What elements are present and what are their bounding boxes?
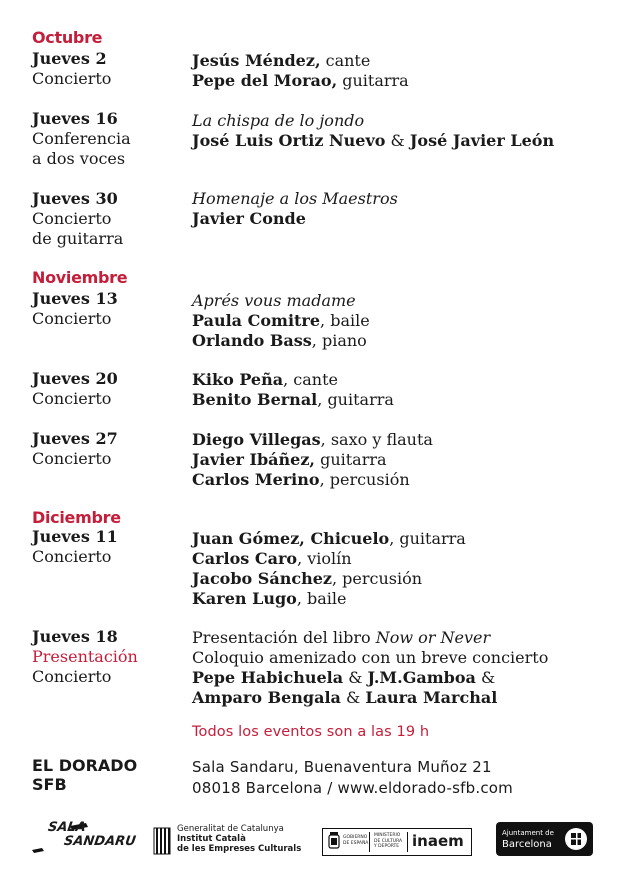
event-details bbox=[192, 370, 602, 410]
event-detail-line bbox=[192, 71, 602, 91]
sala-sandaru-logo bbox=[30, 820, 137, 860]
address-line-1: Sala Sandaru, Buenaventura Muñoz 21 bbox=[192, 758, 492, 776]
event-detail-line bbox=[192, 131, 602, 151]
event-detail-line bbox=[192, 111, 602, 131]
event-date-block bbox=[32, 429, 182, 469]
gobierno-line-2: DE ESPAÑA bbox=[343, 840, 369, 846]
ajuntament-barcelona-logo bbox=[496, 822, 593, 856]
event-type: de guitarra bbox=[32, 229, 124, 248]
event-day: Jueves 27 bbox=[32, 429, 118, 448]
event-type: Presentación bbox=[32, 647, 138, 666]
event-type: Concierto bbox=[32, 547, 112, 566]
event-details bbox=[192, 529, 602, 609]
organizer-name bbox=[32, 756, 137, 794]
event-role: & bbox=[343, 668, 368, 687]
ministerio-line-1: MINISTERIO bbox=[374, 833, 401, 838]
performer-name: José Javier León bbox=[409, 131, 555, 150]
event-detail-line bbox=[192, 470, 602, 490]
venue-address bbox=[192, 757, 513, 799]
event-detail-line bbox=[192, 430, 602, 450]
event-role: & bbox=[385, 131, 410, 150]
event-details bbox=[192, 189, 602, 229]
address-line-2: 08018 Barcelona / www.eldorado-sfb.com bbox=[192, 779, 513, 797]
performer-name: Orlando Bass bbox=[192, 331, 312, 350]
event-role: & bbox=[475, 668, 496, 687]
month-heading-diciembre: Diciembre bbox=[32, 508, 121, 527]
month-heading-octubre: Octubre bbox=[32, 28, 103, 47]
event-role: , violín bbox=[297, 549, 352, 568]
spain-coat-of-arms-icon bbox=[327, 832, 341, 852]
event-detail-line bbox=[192, 291, 602, 311]
event-detail-line bbox=[192, 51, 602, 71]
event-date-block bbox=[32, 49, 182, 89]
event-role: , percusión bbox=[319, 470, 410, 489]
organizer-line-1: EL DORADO bbox=[32, 756, 138, 775]
event-date-block bbox=[32, 189, 182, 249]
event-details bbox=[192, 51, 602, 91]
sala-sandaru-logo-top: SALA bbox=[46, 820, 87, 835]
barcelona-shield-icon bbox=[564, 827, 588, 851]
performer-name: Javier Ibáñez, bbox=[192, 450, 315, 469]
ajuntament-line-1: Ajuntament de bbox=[502, 829, 554, 837]
performer-name: Amparo Bengala bbox=[192, 688, 341, 707]
event-type: Concierto bbox=[32, 309, 112, 328]
event-role: , guitarra bbox=[389, 529, 466, 548]
generalitat-line-1: Generalitat de Catalunya bbox=[177, 824, 284, 834]
inaem-logo bbox=[322, 828, 472, 856]
event-role: , cante bbox=[283, 370, 338, 389]
event-detail-line bbox=[192, 569, 602, 589]
event-detail-line bbox=[192, 688, 602, 708]
event-detail-line bbox=[192, 189, 602, 209]
performer-name: Carlos Caro bbox=[192, 549, 298, 568]
event-day: Jueves 16 bbox=[32, 109, 118, 128]
event-type: Concierto bbox=[32, 389, 112, 408]
event-details bbox=[192, 291, 602, 351]
event-title: Aprés vous madame bbox=[192, 291, 356, 310]
event-date-block bbox=[32, 369, 182, 409]
ministerio-line-3: Y DEPORTE bbox=[374, 844, 400, 849]
event-detail-line bbox=[192, 390, 602, 410]
event-title: Homenaje a los Maestros bbox=[192, 189, 398, 208]
event-detail-line bbox=[192, 549, 602, 569]
event-role: & bbox=[340, 688, 366, 707]
event-role: , baile bbox=[320, 311, 370, 330]
event-role: , baile bbox=[296, 589, 347, 608]
event-day: Jueves 30 bbox=[32, 189, 118, 208]
event-date-block bbox=[32, 527, 182, 567]
sponsor-logos bbox=[0, 818, 621, 864]
performer-name: Paula Comitre bbox=[192, 311, 321, 330]
performer-name: Diego Villegas bbox=[192, 430, 321, 449]
event-day: Jueves 13 bbox=[32, 289, 118, 308]
event-type: Concierto bbox=[32, 449, 112, 468]
event-role: , percusión bbox=[331, 569, 423, 588]
event-role: , guitarra bbox=[317, 390, 394, 409]
event-type: Concierto bbox=[32, 209, 112, 228]
event-detail-line bbox=[192, 311, 602, 331]
event-title: La chispa de lo jondo bbox=[192, 111, 365, 130]
generalitat-line-2: Institut Català bbox=[177, 834, 246, 844]
event-role: , piano bbox=[311, 331, 367, 350]
generalitat-line-3: de les Empreses Culturals bbox=[177, 844, 302, 854]
event-role: cante bbox=[320, 51, 371, 70]
performer-name: Pepe Habichuela bbox=[192, 668, 344, 687]
event-day: Jueves 20 bbox=[32, 369, 118, 388]
event-detail-line bbox=[192, 209, 602, 229]
event-type: Conferencia bbox=[32, 129, 131, 148]
event-details bbox=[192, 628, 602, 708]
event-type: Concierto bbox=[32, 667, 112, 686]
event-role: guitarra bbox=[337, 71, 409, 90]
event-detail-line bbox=[192, 628, 602, 648]
performer-name: Carlos Merino bbox=[192, 470, 320, 489]
performer-name: Jacobo Sánchez bbox=[192, 569, 332, 588]
event-detail-line bbox=[192, 450, 602, 470]
event-detail-line bbox=[192, 331, 602, 351]
sala-sandaru-logo-bottom: SANDARU bbox=[62, 834, 137, 849]
event-detail-line bbox=[192, 648, 602, 668]
event-role: Coloquio amenizado con un breve concierto bbox=[192, 648, 549, 667]
event-type: Concierto bbox=[32, 69, 112, 88]
performer-name: Laura Marchal bbox=[365, 688, 498, 707]
performer-name: Jesús Méndez, bbox=[192, 51, 321, 70]
event-details bbox=[192, 430, 602, 490]
event-detail-line bbox=[192, 668, 602, 688]
event-type: a dos voces bbox=[32, 149, 126, 168]
performer-name: Benito Bernal bbox=[192, 390, 318, 409]
gobierno-line-1: GOBIERNO bbox=[343, 835, 368, 840]
event-date-block bbox=[32, 109, 182, 169]
event-detail-line bbox=[192, 370, 602, 390]
event-role: , saxo y flauta bbox=[320, 430, 433, 449]
performer-name: Javier Conde bbox=[192, 209, 306, 228]
month-heading-noviembre: Noviembre bbox=[32, 268, 128, 287]
event-role: guitarra bbox=[315, 450, 387, 469]
event-detail-line bbox=[192, 589, 602, 609]
event-role: Presentación del libro bbox=[192, 628, 376, 647]
performer-name: Pepe del Morao, bbox=[192, 71, 338, 90]
schedule-note: Todos los eventos son a las 19 h bbox=[192, 724, 430, 740]
performer-name: Karen Lugo bbox=[192, 589, 297, 608]
organizer-line-2: SFB bbox=[32, 775, 67, 794]
performer-name: J.M.Gamboa bbox=[367, 668, 476, 687]
event-details bbox=[192, 111, 602, 151]
ajuntament-line-2: Barcelona bbox=[502, 839, 552, 850]
inaem-wordmark: inaem bbox=[412, 832, 464, 850]
event-title: Now or Never bbox=[375, 628, 491, 647]
event-date-block bbox=[32, 289, 182, 329]
generalitat-logo bbox=[153, 824, 303, 858]
event-day: Jueves 2 bbox=[32, 49, 107, 68]
generalitat-emblem-icon bbox=[153, 826, 171, 856]
event-date-block bbox=[32, 627, 182, 687]
event-day: Jueves 11 bbox=[32, 527, 118, 546]
performer-name: José Luis Ortiz Nuevo bbox=[192, 131, 386, 150]
performer-name: Kiko Peña bbox=[192, 370, 284, 389]
event-detail-line bbox=[192, 529, 602, 549]
ministerio-line-2: DE CULTURA bbox=[374, 838, 403, 844]
event-day: Jueves 18 bbox=[32, 627, 118, 646]
performer-name: Juan Gómez, Chicuelo bbox=[192, 529, 390, 548]
